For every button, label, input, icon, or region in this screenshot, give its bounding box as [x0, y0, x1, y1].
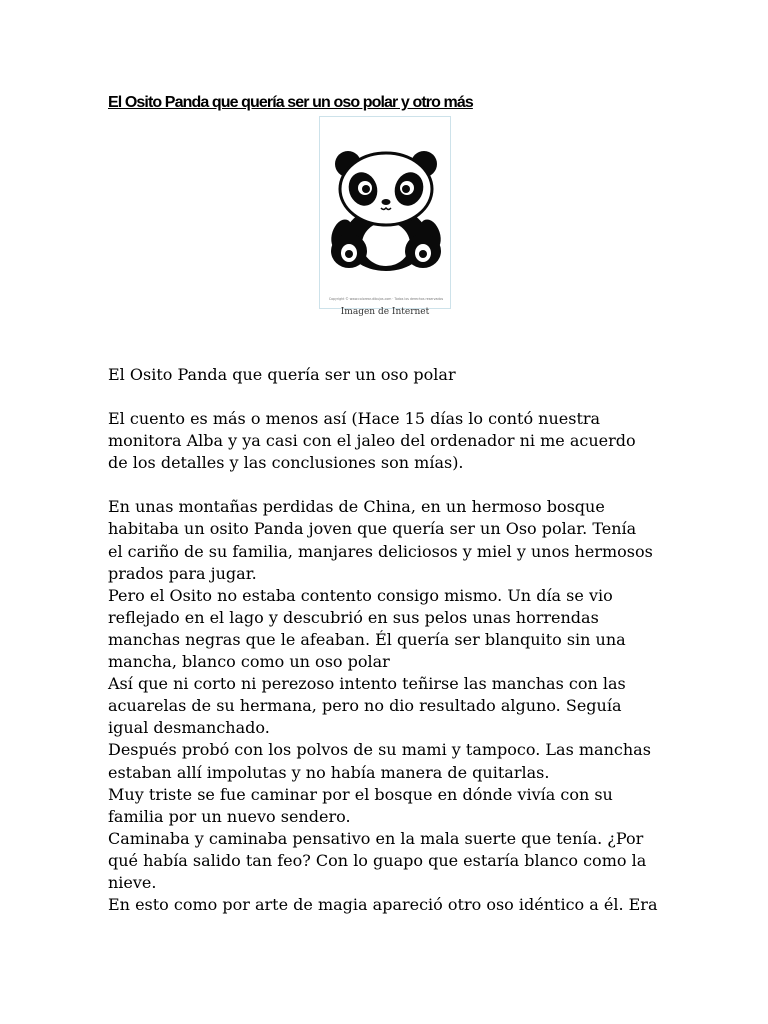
- paragraph-line: Pero el Osito no estaba contento consigo mismo. Un día se vio: [108, 585, 613, 605]
- document-body: [108, 364, 668, 916]
- paragraph-line: nieve.: [108, 872, 157, 892]
- paragraph-line: mancha, blanco como un oso polar: [108, 652, 390, 672]
- paragraph-line: de los detalles y las conclusiones son mías).: [108, 453, 464, 473]
- figure-caption: Imagen de Internet: [340, 307, 430, 317]
- panda-figure: [319, 116, 451, 309]
- panda-illustration: [320, 117, 452, 310]
- paragraph-line: estaban allí impolutas y no había manera de quitarlas.: [108, 762, 550, 782]
- paragraph-line: prados para jugar.: [108, 563, 257, 583]
- paragraph-line: reflejado en el lago y descubrió en sus pelos unas horrendas: [108, 607, 599, 627]
- paragraph-line: El cuento es más o menos así (Hace 15 días lo contó nuestra: [108, 409, 601, 429]
- paragraph-line: Así que ni corto ni perezoso intento teñirse las manchas con las: [108, 674, 626, 694]
- paragraph-line: En unas montañas perdidas de China, en un hermoso bosque: [108, 497, 605, 517]
- paragraph-line: Muy triste se fue caminar por el bosque en dónde vivía con su: [108, 784, 613, 804]
- paragraph-line: Después probó con los polvos de su mami y tampoco. Las manchas: [108, 740, 651, 760]
- paragraph-line: el cariño de su familia, manjares deliciosos y miel y unos hermosos: [108, 541, 653, 561]
- paragraph-line: habitaba un osito Panda joven que quería ser un Oso polar. Tenía: [108, 519, 637, 539]
- paragraph-line: El Osito Panda que quería ser un oso polar: [108, 365, 456, 384]
- paragraph-line: En esto como por arte de magia apareció otro oso idéntico a él. Era: [108, 895, 658, 915]
- paragraph-line: familia por un nuevo sendero.: [108, 806, 351, 826]
- figure-fine-print: Copyright © www.colorear-dibujos.com · Todos los derechos reservados: [328, 297, 444, 301]
- paragraph-line: Caminaba y caminaba pensativo en la mala suerte que tenía. ¿Por: [108, 828, 644, 848]
- paragraph-line: igual desmanchado.: [108, 718, 270, 738]
- paragraph-line: qué había salido tan feo? Con lo guapo que estaría blanco como la: [108, 850, 647, 870]
- paragraph-line: manchas negras que le afeaban. Él quería ser blanquito sin una: [108, 629, 626, 649]
- paragraph-line: acuarelas de su hermana, pero no dio resultado alguno. Seguía: [108, 696, 622, 716]
- paragraph-line: monitora Alba y ya casi con el jaleo del ordenador ni me acuerdo: [108, 431, 636, 451]
- document-title: El Osito Panda que quería ser un oso polar y otro más: [108, 94, 473, 111]
